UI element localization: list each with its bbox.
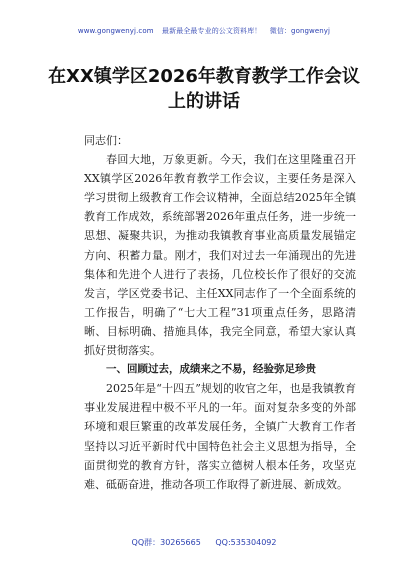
page-header [0, 26, 408, 36]
header-website[interactable]: www.gongwenyj.com [77, 27, 154, 35]
intro-paragraph: 春回大地，万象更新。今天，我们在这里隆重召开XX镇学区2026年教育教学工作会议，主要任务是深入学习贯彻上级教育工作会议精神，全面总结2025年全镇教育工作成效，系统部署2026年重点任务，进一步统一思想、凝聚共识，为推动我镇教育事业高质量发展锚定方向、积蓄力量。刚才，我们对过去一年涌现出的先进集体和先进个人进行了表扬，几位校长作了很好的交流发言，学区党委书记、主任XX同志作了一个全面系统的工作报告，明确了“七大工程”31项重点任务，思路清晰、目标明确、措施具体，我完全同意，希望大家认真抓好贯彻落实。 [84, 153, 356, 358]
document-body [84, 131, 356, 494]
section-paragraph: 2025年是“十四五”规划的收官之年，也是我镇教育事业发展进程中极不平凡的一年。面对复杂多变的外部环境和艰巨繁重的改革发展任务，全镇广大教育工作者坚持以习近平新时代中国特色社会主义思想为指导，全面贯彻党的教育方针，落实立德树人根本任务，攻坚克难、砥砺奋进，推动各项工作取得了新进展、新成效。 [84, 382, 356, 491]
footer-qq: QQ:535304092 [215, 538, 277, 547]
footer-qq-group: QQ群：30265665 [131, 538, 201, 547]
section-heading: 一、回顾过去，成绩来之不易，经验弥足珍贵 [106, 363, 316, 376]
document-title: 在XX镇学区2026年教育教学工作会议上的讲话 [48, 66, 360, 112]
header-wechat: 微信：gongwenyj [269, 27, 331, 35]
salutation: 同志们： [84, 134, 128, 147]
page-footer [0, 537, 408, 548]
header-slogan: 最新最全最专业的公文资料库！ [162, 27, 262, 35]
